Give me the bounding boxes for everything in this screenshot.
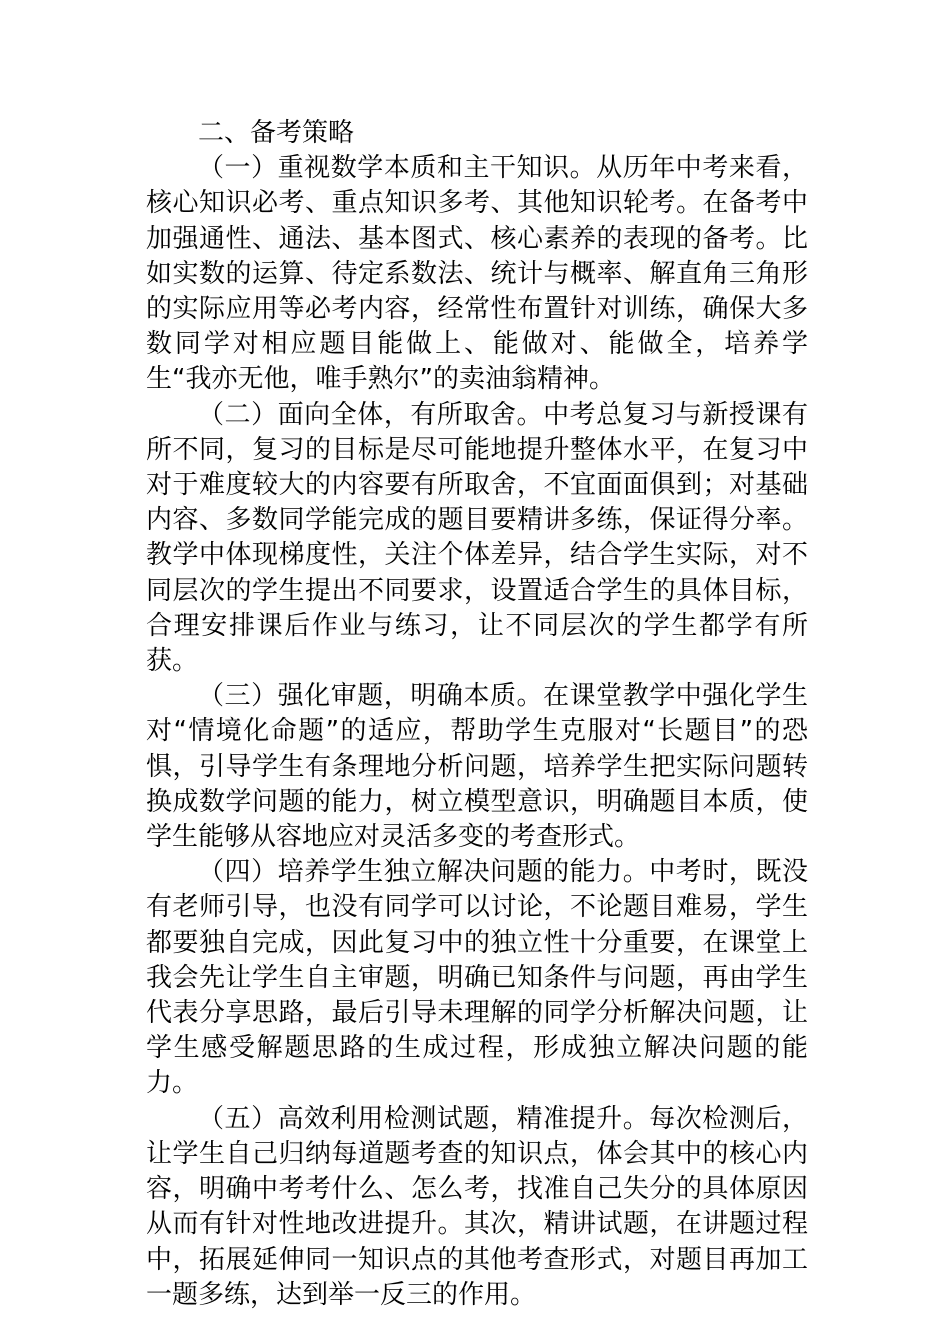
section-title: 二、备考策略 <box>198 118 355 148</box>
paragraph-1: （一）重视数学本质和主干知识。从历年中考来看，核心知识必考、重点知识多考、其他知识轮考。在备考中加强通性、通法、基本图式、核心素养的表现的备考。比如实数的运算、待定系数法、统计与概率、解直角三角形的实际应用等必考内容，经常性布置针对训练，确保大多数同学对相应题目能做上、能做对、能做全，培养学生“我亦无他，唯手熟尔”的卖油翁精神。 <box>146 153 808 395</box>
paragraph-4: （四）培养学生独立解决问题的能力。中考时，既没有老师引导，也没有同学可以讨论，不论题目难易，学生都要独自完成，因此复习中的独立性十分重要，在课堂上我会先让学生自主审题，明确已知条件与问题，再由学生代表分享思路，最后引导未理解的同学分析解决问题，让学生感受解题思路的生成过程，形成独立解决问题的能力。 <box>146 857 808 1099</box>
paragraph-2: （二）面向全体，有所取舍。中考总复习与新授课有所不同，复习的目标是尽可能地提升整体水平，在复习中对于难度较大的内容要有所取舍，不宜面面俱到；对基础内容、多数同学能完成的题目要精讲多练，保证得分率。教学中体现梯度性，关注个体差异，结合学生实际，对不同层次的学生提出不同要求，设置适合学生的具体目标，合理安排课后作业与练习，让不同层次的学生都学有所获。 <box>146 399 808 677</box>
document-body <box>146 116 808 1313</box>
paragraph-3: （三）强化审题，明确本质。在课堂教学中强化学生对“情境化命题”的适应，帮助学生克服对“长题目”的恐惧，引导学生有条理地分析问题，培养学生把实际问题转换成数学问题的能力，树立模型意识，明确题目本质，使学生能够从容地应对灵活多变的考查形式。 <box>146 681 808 853</box>
paragraph-5: （五）高效利用检测试题，精准提升。每次检测后，让学生自己归纳每道题考查的知识点，体会其中的核心内容，明确中考考什么、怎么考，找准自己失分的具体原因从而有针对性地改进提升。其次，精讲试题，在讲题过程中，拓展延伸同一知识点的其他考查形式，对题目再加工一题多练，达到举一反三的作用。 <box>146 1103 808 1310</box>
